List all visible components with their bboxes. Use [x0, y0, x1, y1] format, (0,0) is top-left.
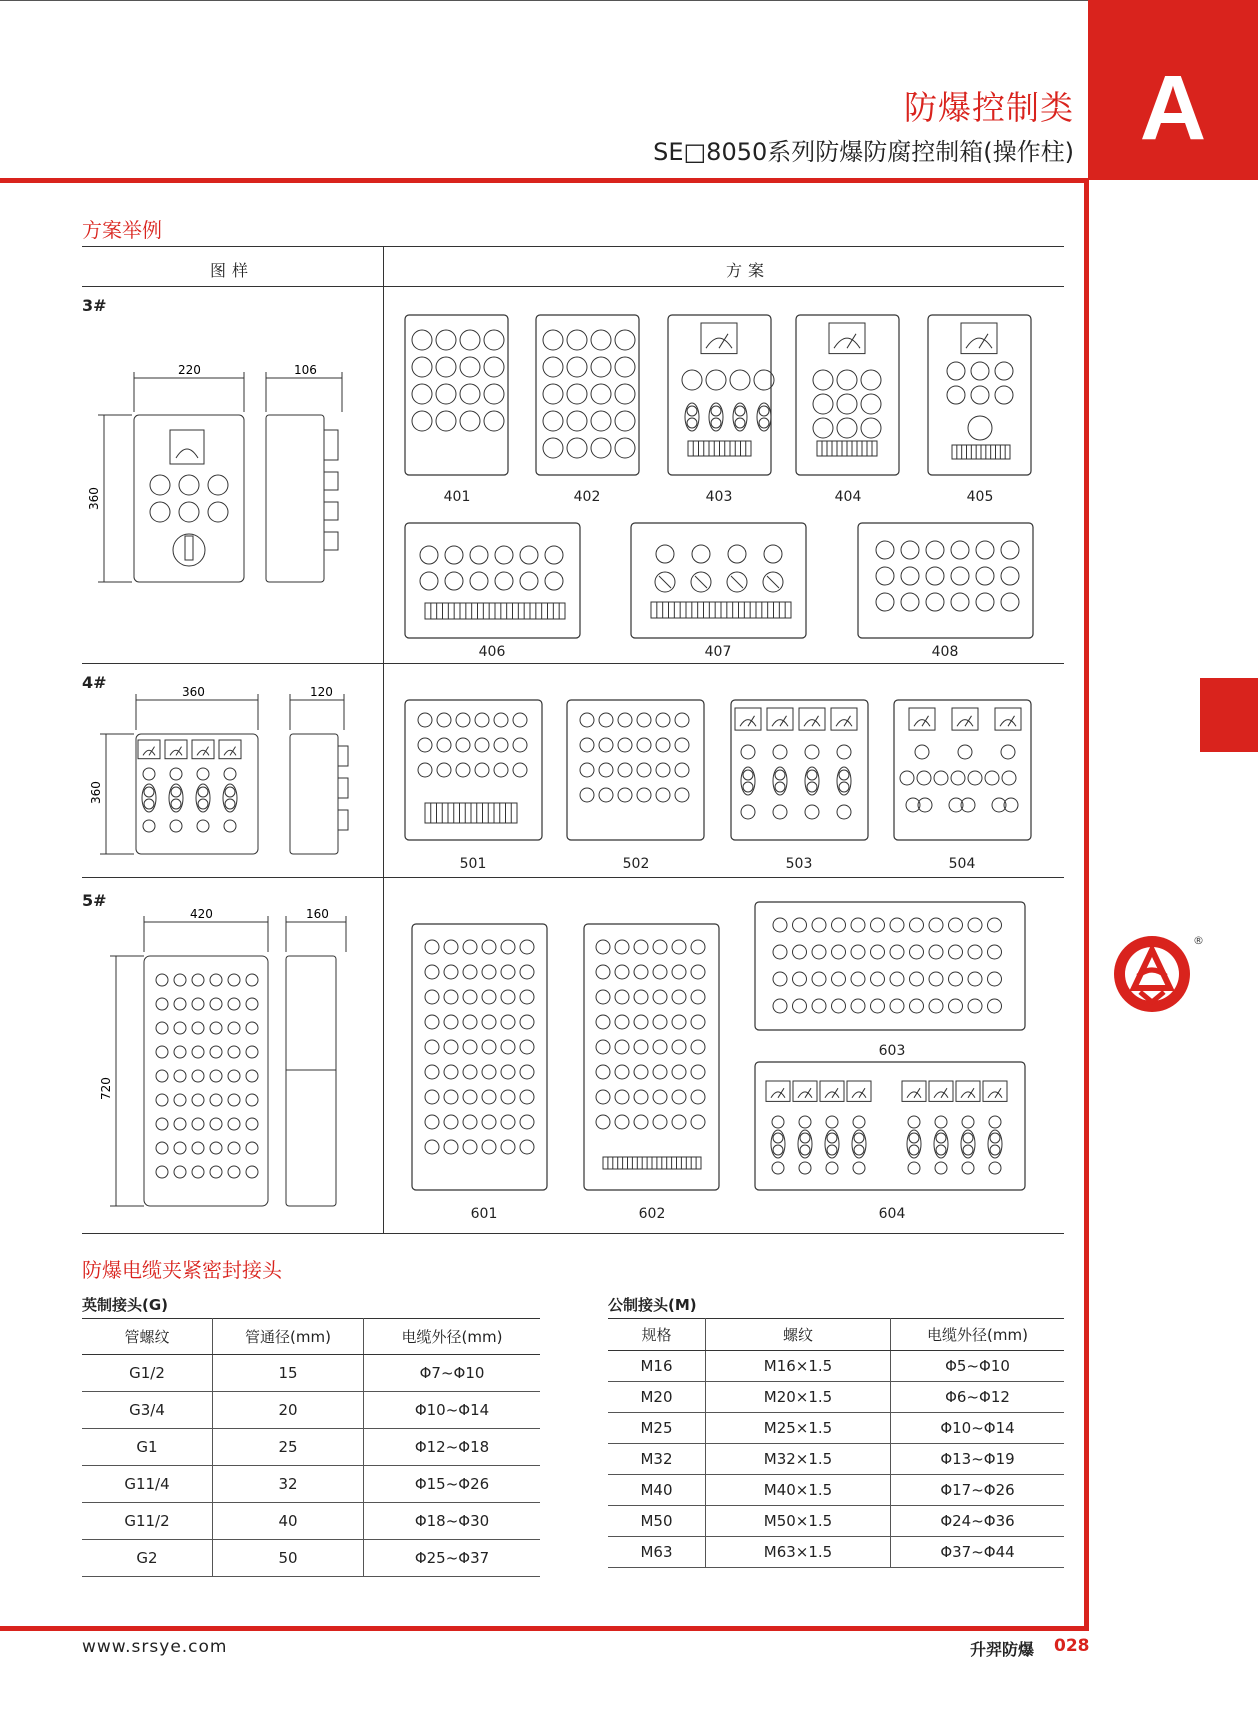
scheme-405: 405 — [966, 489, 994, 505]
right-rule — [1084, 178, 1089, 1630]
scheme-603: 603 — [878, 1043, 906, 1059]
table-row: M20 M20×1.5 Φ6~Φ12 — [608, 1382, 1064, 1413]
drawing-3 — [88, 360, 378, 590]
metric-table-title: 公制接头(M) — [608, 1296, 697, 1314]
table-row: M50 M50×1.5 Φ24~Φ36 — [608, 1506, 1064, 1537]
table-row: G11/4 32 Φ15~Φ26 — [82, 1466, 540, 1503]
col-drawing-header: 图样 — [210, 261, 255, 280]
table-row: G2 50 Φ25~Φ37 — [82, 1540, 540, 1577]
category-title: 防爆控制类 — [904, 88, 1074, 127]
row-rule-1 — [82, 663, 1064, 664]
scheme-601: 601 — [470, 1206, 498, 1222]
imperial-table — [82, 1318, 540, 1577]
drawing-4 — [88, 686, 378, 866]
metric-header: 规格 — [608, 1319, 706, 1351]
row-label-3: 3# — [82, 296, 107, 315]
schemes-5 — [395, 895, 1055, 1230]
table-row: G1/2 15 Φ7~Φ10 — [82, 1355, 540, 1392]
scheme-503: 503 — [785, 856, 813, 872]
row-rule-2 — [82, 877, 1064, 878]
table-row: M32 M32×1.5 Φ13~Φ19 — [608, 1444, 1064, 1475]
scheme-502: 502 — [622, 856, 650, 872]
scheme-504: 504 — [948, 856, 976, 872]
registered-mark: ® — [1193, 934, 1204, 947]
dim-height-5: 720 — [99, 1077, 113, 1100]
page-number: 028 — [1054, 1636, 1090, 1656]
metric-table — [608, 1318, 1064, 1568]
scheme-407: 407 — [704, 644, 732, 660]
footer-url[interactable]: www.srsye.com — [82, 1637, 228, 1657]
table-row: M40 M40×1.5 Φ17~Φ26 — [608, 1475, 1064, 1506]
scheme-403: 403 — [705, 489, 733, 505]
table-row: M63 M63×1.5 Φ37~Φ44 — [608, 1537, 1064, 1568]
section-letter: A — [1139, 57, 1207, 159]
table-column-rule — [383, 246, 384, 1234]
imperial-header: 电缆外径(mm) — [364, 1319, 541, 1355]
scheme-501: 501 — [459, 856, 487, 872]
scheme-604: 604 — [878, 1206, 906, 1222]
dim-width-5: 420 — [190, 907, 213, 921]
table-header-rule — [82, 286, 1064, 287]
metric-header: 螺纹 — [706, 1319, 891, 1351]
cable-section-title: 防爆电缆夹紧密封接头 — [82, 1258, 282, 1282]
scheme-404: 404 — [834, 489, 862, 505]
imperial-header: 管通径(mm) — [213, 1319, 364, 1355]
row-label-5: 5# — [82, 891, 107, 910]
row-label-4: 4# — [82, 673, 107, 692]
scheme-section-title: 方案举例 — [82, 218, 162, 242]
schemes-4 — [395, 690, 1055, 875]
series-title: SE□8050系列防爆防腐控制箱(操作柱) — [653, 138, 1074, 166]
scheme-402: 402 — [573, 489, 601, 505]
footer-brand: 升羿防爆 — [970, 1640, 1035, 1659]
dim-depth-4: 120 — [310, 685, 333, 699]
header-divider — [0, 178, 1088, 183]
page-border-top — [0, 0, 1088, 1]
brand-logo — [1110, 930, 1204, 1020]
table-row: M16 M16×1.5 Φ5~Φ10 — [608, 1351, 1064, 1382]
table-top-rule — [82, 246, 1064, 247]
metric-header: 电缆外径(mm) — [891, 1319, 1065, 1351]
table-row: G1 25 Φ12~Φ18 — [82, 1429, 540, 1466]
footer-rule — [0, 1626, 1089, 1631]
scheme-406: 406 — [478, 644, 506, 660]
schemes-3 — [395, 305, 1055, 660]
imperial-header: 管螺纹 — [82, 1319, 213, 1355]
table-row: M25 M25×1.5 Φ10~Φ14 — [608, 1413, 1064, 1444]
dim-height-4: 360 — [89, 781, 103, 804]
dim-depth-3: 106 — [294, 363, 317, 377]
scheme-408: 408 — [931, 644, 959, 660]
side-tab — [1200, 678, 1258, 752]
drawing-5 — [88, 900, 378, 1215]
table-row: G11/2 40 Φ18~Φ30 — [82, 1503, 540, 1540]
dim-height-3: 360 — [87, 487, 101, 510]
scheme-401: 401 — [443, 489, 471, 505]
scheme-602: 602 — [638, 1206, 666, 1222]
dim-width-4: 360 — [182, 685, 205, 699]
table-row: G3/4 20 Φ10~Φ14 — [82, 1392, 540, 1429]
col-scheme-header: 方案 — [726, 261, 771, 280]
dim-width-3: 220 — [178, 363, 201, 377]
table-bottom-rule — [82, 1233, 1064, 1234]
dim-depth-5: 160 — [306, 907, 329, 921]
imperial-table-title: 英制接头(G) — [82, 1296, 169, 1314]
